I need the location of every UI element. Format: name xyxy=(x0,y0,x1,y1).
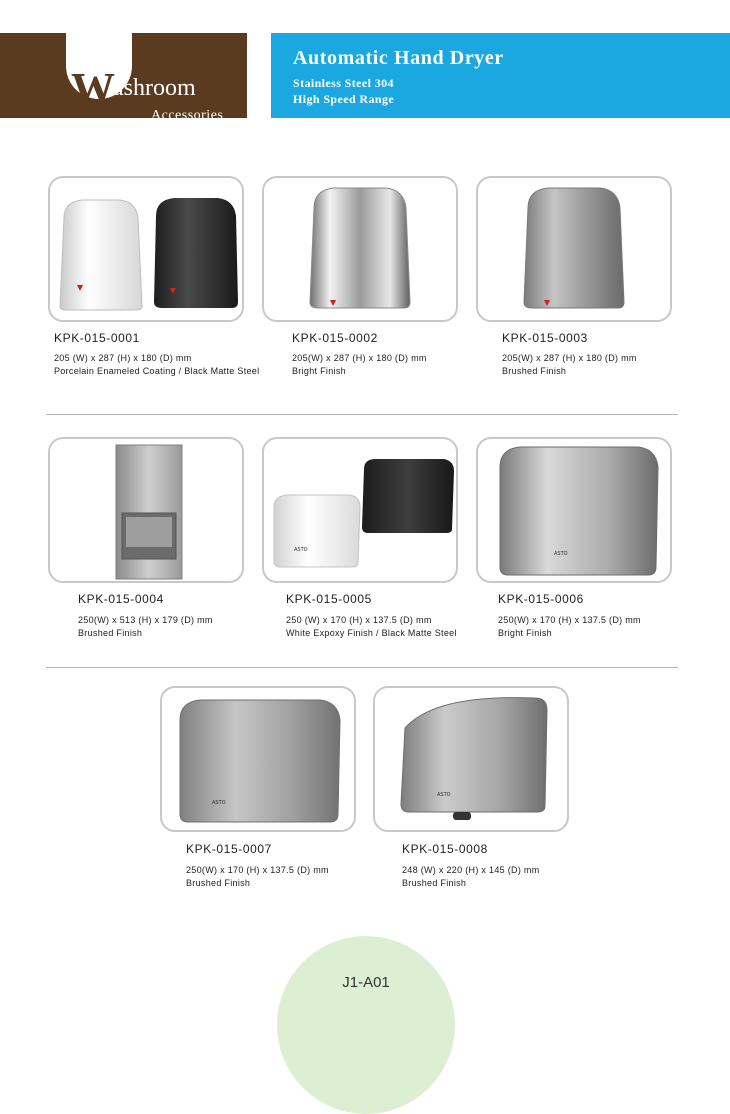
product-card-3[interactable] xyxy=(476,176,672,322)
page-number: J1-A01 xyxy=(342,974,390,991)
brand-logo-block xyxy=(0,33,247,123)
product-size-4: 250(W) x 513 (H) x 179 (D) mm xyxy=(78,615,213,625)
product-finish-7: Brushed Finish xyxy=(186,878,251,888)
product-code-7: KPK-015-0007 xyxy=(186,842,272,856)
row-divider-2 xyxy=(46,667,678,668)
page-title: Automatic Hand Dryer xyxy=(293,47,504,69)
product-finish-3: Brushed Finish xyxy=(502,366,567,376)
product-finish-4: Brushed Finish xyxy=(78,628,143,638)
title-banner xyxy=(271,33,730,118)
brand-subtitle: Accessories xyxy=(151,108,224,123)
brand-name: ashroom xyxy=(113,75,196,101)
range-line: High Speed Range xyxy=(293,92,395,106)
product-finish-6: Bright Finish xyxy=(498,628,552,638)
product-card-5[interactable] xyxy=(262,437,458,583)
dryer-image-2 xyxy=(264,178,458,322)
product-finish-5: White Expoxy Finish / Black Matte Steel xyxy=(286,628,457,638)
product-card-8[interactable] xyxy=(373,686,569,832)
dryer-image-7 xyxy=(162,688,356,832)
product-finish-2: Bright Finish xyxy=(292,366,346,376)
product-card-6[interactable] xyxy=(476,437,672,583)
product-code-6: KPK-015-0006 xyxy=(498,592,584,606)
svg-text:ASTO: ASTO xyxy=(554,551,568,557)
product-size-5: 250 (W) x 170 (H) x 137.5 (D) mm xyxy=(286,615,432,625)
dryer-image-1 xyxy=(50,178,244,322)
product-size-2: 205(W) x 287 (H) x 180 (D) mm xyxy=(292,353,427,363)
dryer-image-4 xyxy=(50,439,244,583)
svg-text:ASTO: ASTO xyxy=(437,792,451,798)
dryer-image-5 xyxy=(264,439,458,583)
product-code-3: KPK-015-0003 xyxy=(502,331,588,345)
product-card-7[interactable] xyxy=(160,686,356,832)
product-size-1: 205 (W) x 287 (H) x 180 (D) mm xyxy=(54,353,192,363)
dryer-image-6 xyxy=(478,439,672,583)
logo-initial: W xyxy=(71,64,115,113)
dryer-image-8 xyxy=(375,688,569,832)
product-finish-1: Porcelain Enameled Coating / Black Matte Steel xyxy=(54,366,260,376)
product-code-5: KPK-015-0005 xyxy=(286,592,372,606)
product-code-8: KPK-015-0008 xyxy=(402,842,488,856)
row-divider-1 xyxy=(46,414,678,415)
svg-text:ASTO: ASTO xyxy=(212,800,226,806)
product-card-1[interactable] xyxy=(48,176,244,322)
product-size-6: 250(W) x 170 (H) x 137.5 (D) mm xyxy=(498,615,641,625)
product-size-8: 248 (W) x 220 (H) x 145 (D) mm xyxy=(402,865,540,875)
product-size-3: 205(W) x 287 (H) x 180 (D) mm xyxy=(502,353,637,363)
product-finish-8: Brushed Finish xyxy=(402,878,467,888)
product-code-4: KPK-015-0004 xyxy=(78,592,164,606)
material-line: Stainless Steel 304 xyxy=(293,76,394,90)
product-code-1: KPK-015-0001 xyxy=(54,331,140,345)
svg-text:ASTO: ASTO xyxy=(294,547,308,553)
product-size-7: 250(W) x 170 (H) x 137.5 (D) mm xyxy=(186,865,329,875)
product-card-2[interactable] xyxy=(262,176,458,322)
dryer-image-3 xyxy=(478,178,672,322)
product-card-4[interactable] xyxy=(48,437,244,583)
footer-badge xyxy=(277,936,455,1114)
product-code-2: KPK-015-0002 xyxy=(292,331,378,345)
